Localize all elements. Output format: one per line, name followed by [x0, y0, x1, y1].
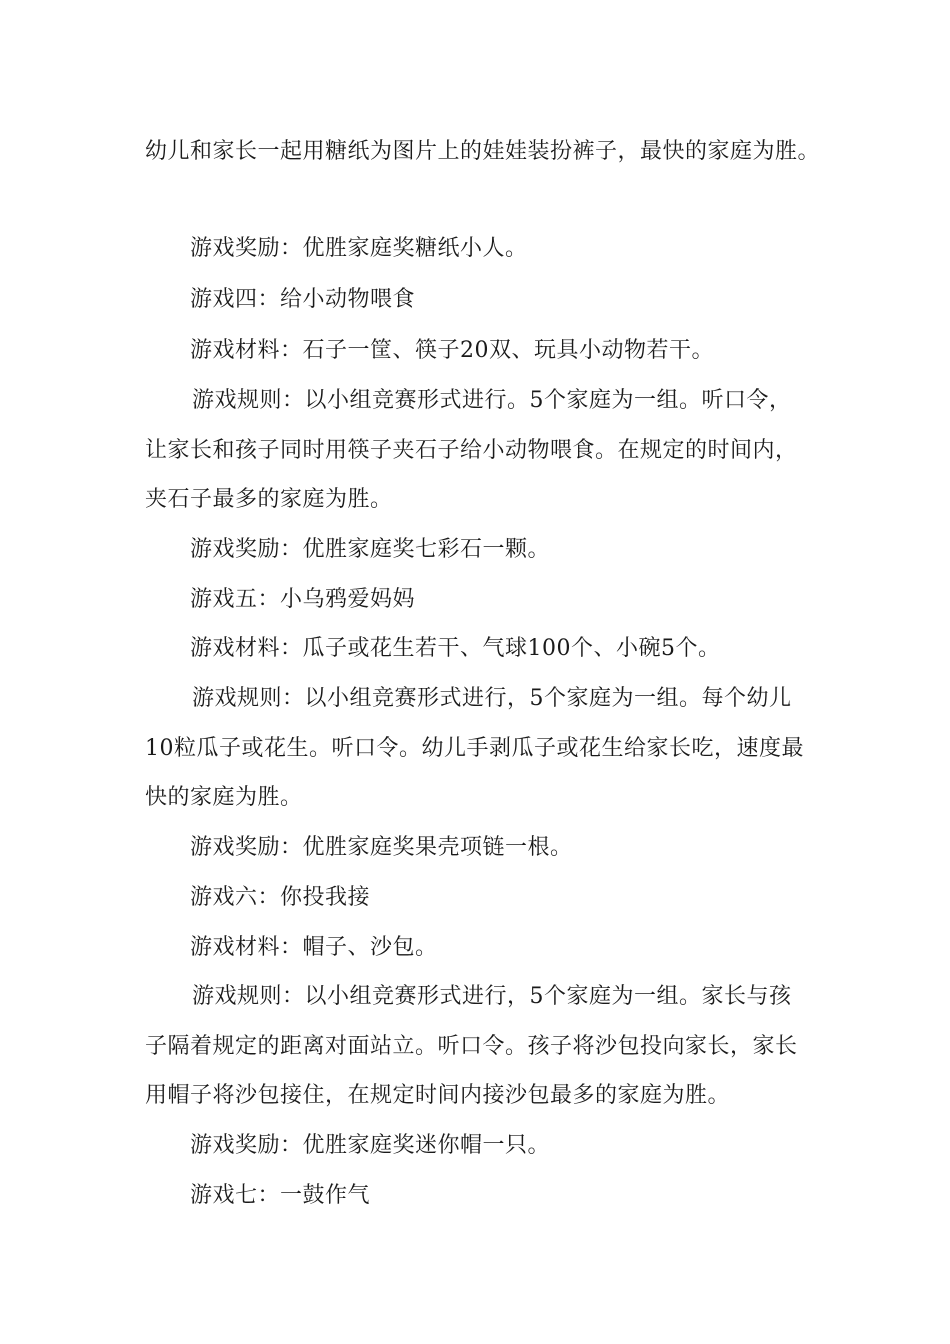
- paragraph-line: 游戏奖励：优胜家庭奖糖纸小人。: [190, 236, 528, 261]
- paragraph-line: 游戏材料：石子一筐、筷子20双、玩具小动物若干。: [190, 338, 714, 363]
- paragraph-line: 游戏规则：以小组竞赛形式进行。5个家庭为一组。听口令，: [192, 388, 792, 413]
- paragraph-line: 10粒瓜子或花生。听口令。幼儿手剥瓜子或花生给家长吃，速度最: [145, 736, 804, 761]
- paragraph-line: 游戏规则：以小组竞赛形式进行，5个家庭为一组。每个幼儿: [192, 686, 792, 711]
- paragraph-line: 子隔着规定的距离对面站立。听口令。孩子将沙包投向家长，家长: [145, 1034, 798, 1059]
- paragraph-line: 快的家庭为胜。: [145, 785, 303, 810]
- paragraph-line: 用帽子将沙包接住，在规定时间内接沙包最多的家庭为胜。: [145, 1083, 731, 1108]
- paragraph-line: 游戏材料：帽子、沙包。: [190, 935, 438, 960]
- paragraph-line: 游戏奖励：优胜家庭奖七彩石一颗。: [190, 537, 551, 562]
- section-heading: 游戏五：小乌鸦爱妈妈: [190, 587, 416, 612]
- paragraph-line: 夹石子最多的家庭为胜。: [145, 487, 393, 512]
- paragraph-line: 让家长和孩子同时用筷子夹石子给小动物喂食。在规定的时间内，: [145, 438, 798, 463]
- paragraph-line: 游戏奖励：优胜家庭奖迷你帽一只。: [190, 1133, 551, 1158]
- section-heading: 游戏六：你投我接: [190, 885, 371, 910]
- paragraph-line: 游戏规则：以小组竞赛形式进行，5个家庭为一组。家长与孩: [192, 984, 792, 1009]
- section-heading: 游戏四：给小动物喂食: [190, 287, 416, 312]
- paragraph-line: 游戏奖励：优胜家庭奖果壳项链一根。: [190, 835, 573, 860]
- section-heading: 游戏七：一鼓作气: [190, 1183, 371, 1208]
- paragraph-line: 幼儿和家长一起用糖纸为图片上的娃娃装扮裤子，最快的家庭为胜。: [145, 139, 821, 164]
- paragraph-line: 游戏材料：瓜子或花生若干、气球100个、小碗5个。: [190, 636, 721, 661]
